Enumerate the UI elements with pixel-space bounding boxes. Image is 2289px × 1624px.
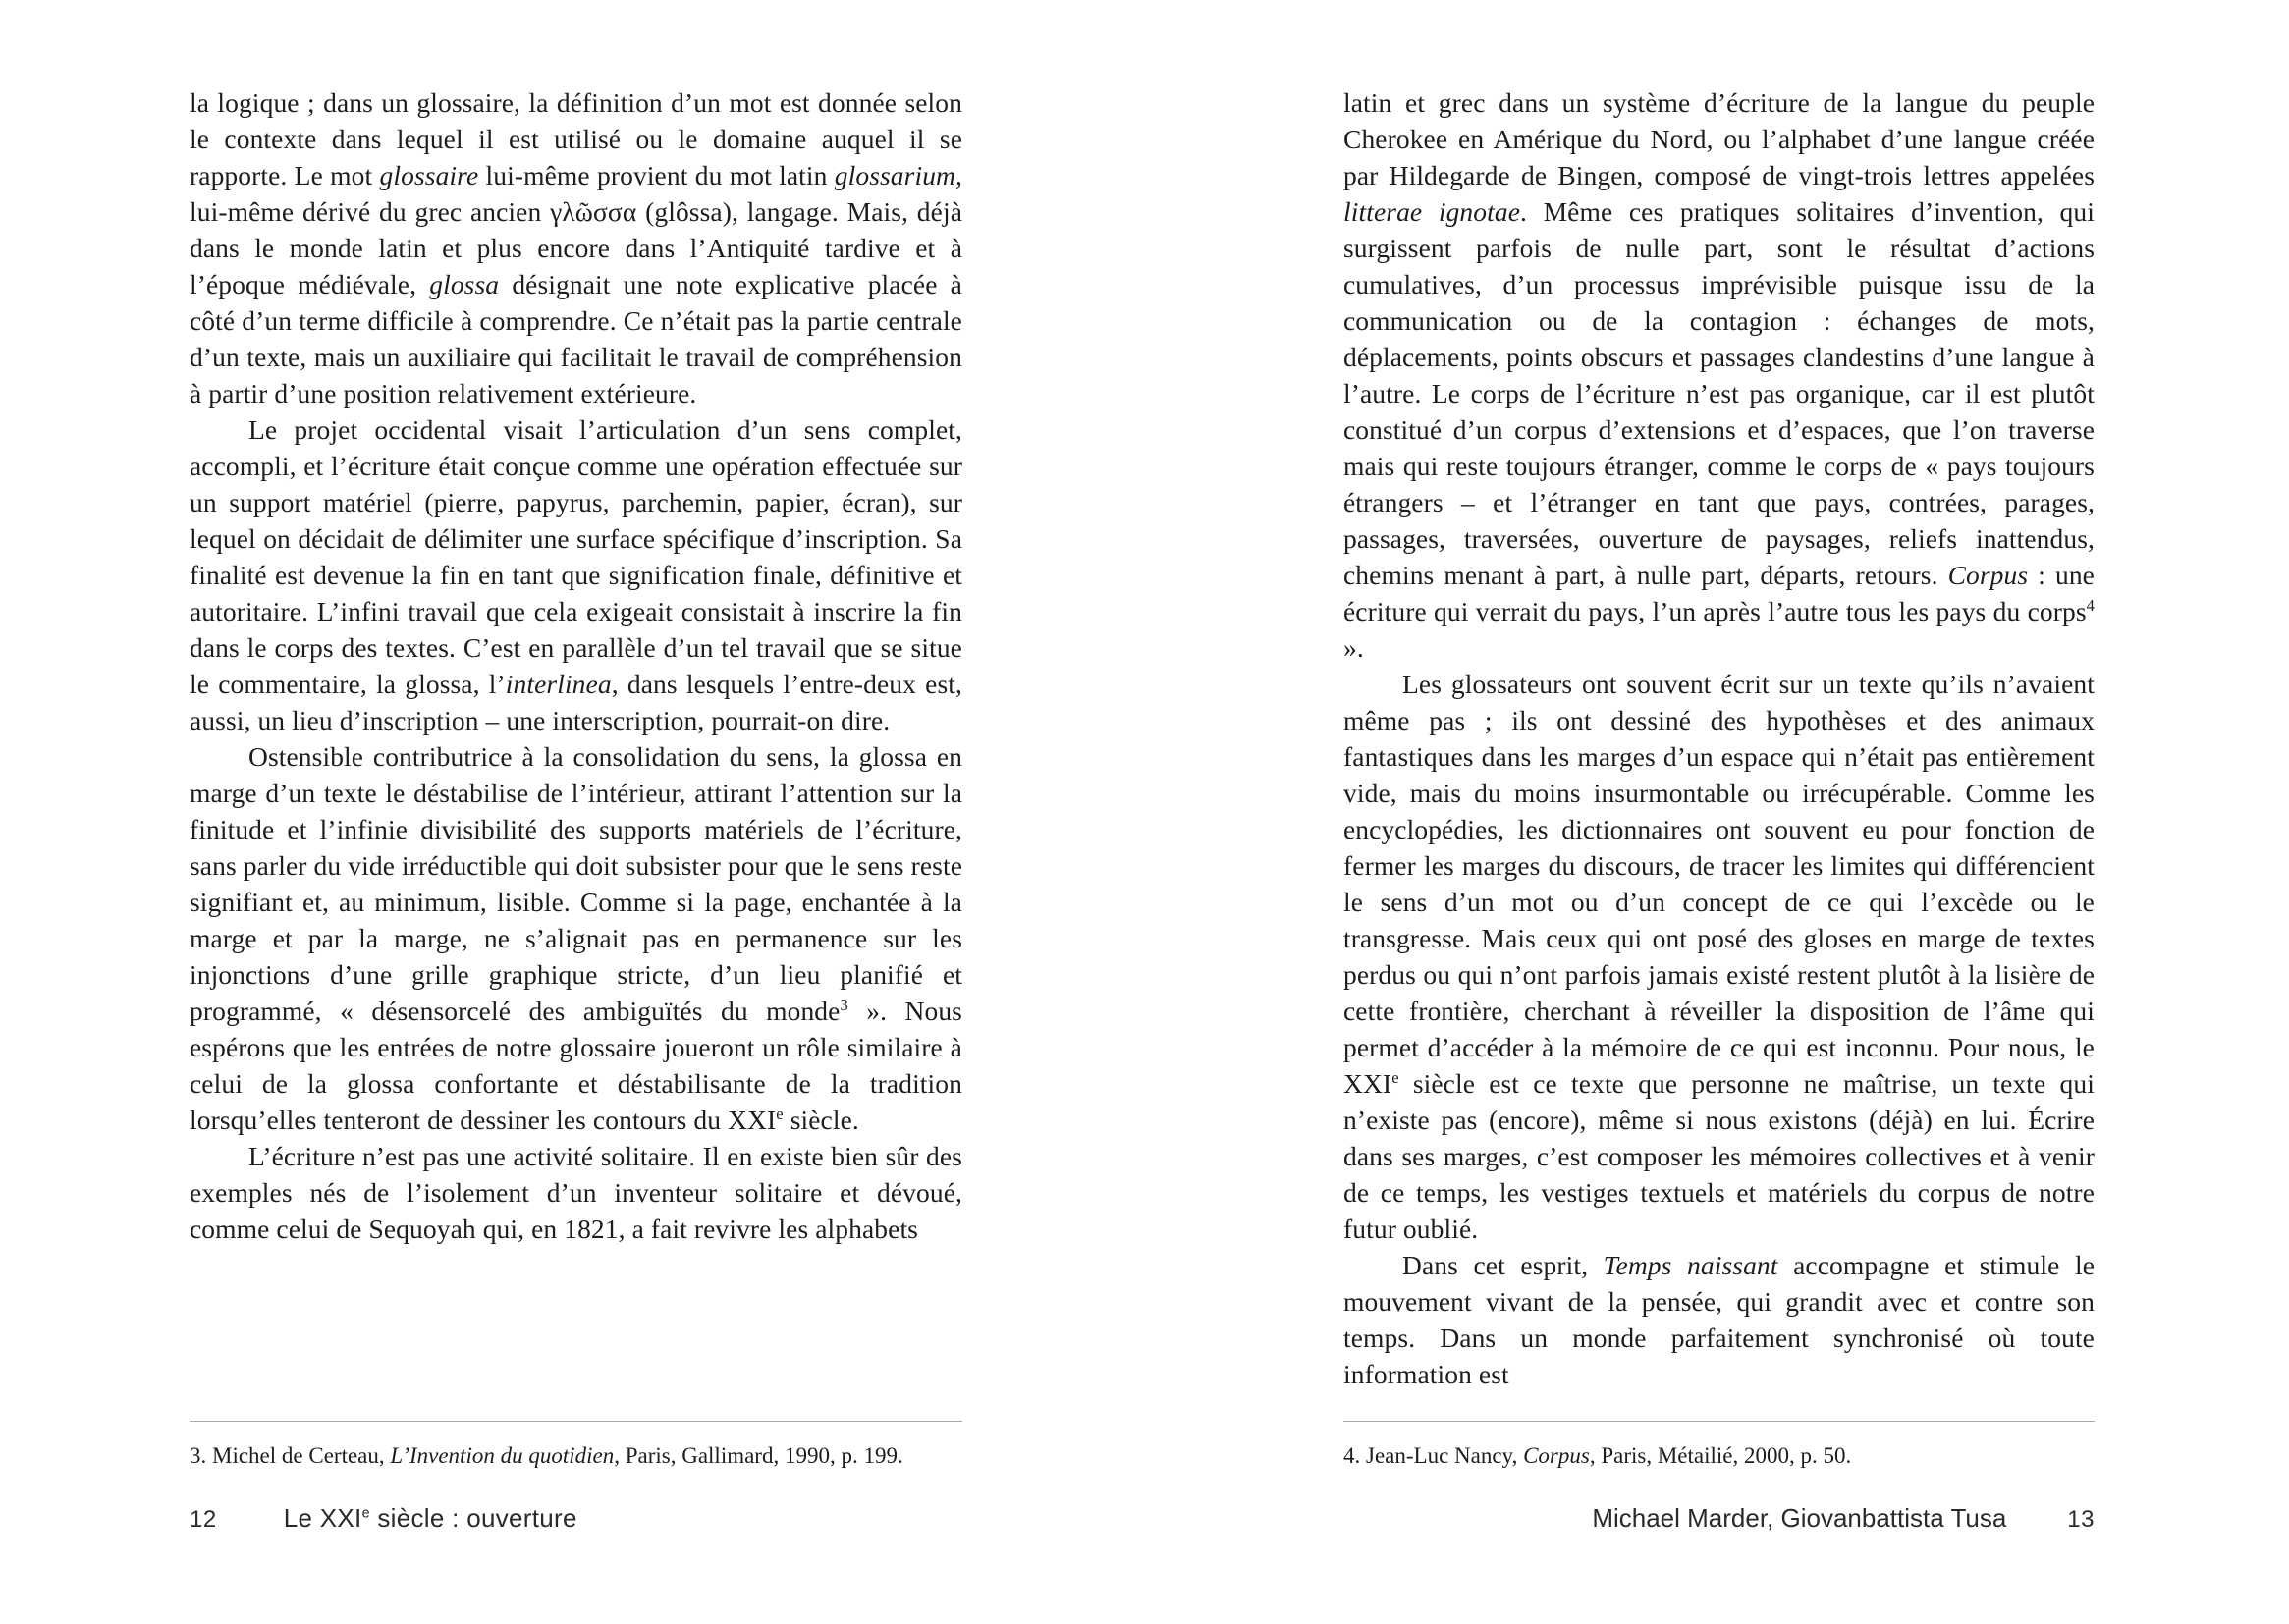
paragraph: latin et grec dans un système d’écriture de la langue du peuple Cherokee en Amérique du Nord, ou l’alphabet d’une langue créée par Hildegarde de Bingen, composé de vingt-trois lettres appelées litterae ignotae. Même ces pratiques solitaires d’invention, qui surgissent parfois de nulle part, sont le résultat d’actions cumulatives, d’un processus imprévisible puisque issu de la communication ou de la contagion : échanges de mots, déplacements, points obscurs et passages clandestins d’une langue à l’autre. Le corps de l’écriture n’est pas organique, car il est plutôt constitué d’un corpus d’extensions et d’espaces, que l’on traverse mais qui reste toujours étranger, comme le corps de « pays toujours étrangers – et l’étranger en tant que pays, contrées, parages, passages, traversées, ouverture de paysages, reliefs inattendus, chemins menant à part, à nulle part, départs, retours. Corpus : une écriture qui verrait du pays, l’un après l’autre tous les pays du corps$^4$ ». [1343,87,2096,663]
paragraph: L’écriture n’est pas une activité solitaire. Il en existe bien sûr des exemples nés de l’isolement d’un inventeur solitaire et dévoué, comme celui de Sequoyah qui, en 1821, a fait revivre les alphabets [190,1141,962,1244]
footnote-right [1343,1421,2095,1471]
paragraph: Les glossateurs ont souvent écrit sur un texte qu’ils n’avaient même pas ; ils ont dessiné des hypothèses et des animaux fantastiques dans les marges d’un espace qui n’était pas entièrement vide, mais du moins insurmontable ou irrécupérable. Comme les encyclopédies, les dictionnaires ont souvent eu pour fonction de fermer les marges du discours, de tracer les limites qui différencient le sens d’un mot ou d’un concept de ce qui l’excède ou le transgresse. Mais ceux qui ont posé des gloses en marge de textes perdus ou qui n’ont parfois jamais existé restent plutôt à la lisière de cette frontière, cherchant à réveiller la disposition de l’âme qui permet d’accéder à la mémoire de ce qui est inconnu. Pour nous, le XXIe siècle est ce texte que personne ne maîtrise, un texte qui n’existe pas (encore), même si nous existons (déjà) en lui. Écrire dans ses marges, c’est composer les mémoires collectives et à venir de ce temps, les vestiges textuels et matériels du corpus de notre futur oublié. [1343,669,2095,1244]
paragraph: la logique ; dans un glossaire, la définition d’un mot est donnée selon le contexte dans lequel il est utilisé ou le domaine auquel il se rapporte. Le mot glossaire lui-même provient du mot latin glossarium, lui-même dérivé du grec ancien γλῶσσα (glôssa), langage. Mais, déjà dans le monde latin et plus encore dans l’Antiquité tardive et à l’époque médiévale, glossa désignait une note explicative placée à côté d’un terme difficile à comprendre. Ce n’était pas la partie centrale d’un texte, mais un auxiliaire qui facilitait le travail de compréhension à partir d’une position relativement extérieure. [190,87,962,408]
page-number-left: 12 [190,1506,217,1533]
page-number-right: 13 [2067,1506,2095,1533]
footnote-rule [190,1421,962,1422]
footnote-text: 3. Michel de Certeau, L’Invention du quotidien, Paris, Gallimard, 1990, p. 199. [190,1443,903,1468]
page-left-body [190,84,962,1247]
footnote-text: 4. Jean-Luc Nancy, Corpus, Paris, Métailié, 2000, p. 50. [1343,1443,1852,1468]
paragraph: Le projet occidental visait l’articulation d’un sens complet, accompli, et l’écriture était conçue comme une opération effectuée sur un support matériel (pierre, papyrus, parchemin, papier, écran), sur lequel on décidait de délimiter une surface spécifique d’inscription. Sa finalité est devenue la fin en tant que signification finale, définitive et autoritaire. L’infini travail que cela exigeait consistait à inscrire la fin dans le corps des textes. C’est en parallèle d’un tel travail que se situe le commentaire, la glossa, l’interlinea, dans lesquels l’entre-deux est, aussi, un lieu d’inscription – une interscription, pourrait-on dire. [190,414,962,735]
running-title: Le XXIe siècle : ouverture [283,1503,577,1533]
footer-right [1343,1503,2095,1534]
page-right-body [1343,84,2095,1392]
footer-left [190,1503,962,1534]
footnote-left [190,1421,962,1471]
footnote-rule [1343,1421,2095,1422]
running-authors: Michael Marder, Giovanbattista Tusa [1592,1503,2007,1533]
paragraph: Ostensible contributrice à la consolidation du sens, la glossa en marge d’un texte le déstabilise de l’intérieur, attirant l’attention sur la finitude et l’infinie divisibilité des supports matériels de l’écriture, sans parler du vide irréductible qui doit subsister pour que le sens reste signifiant et, au minimum, lisible. Comme si la page, enchantée à la marge et par la marge, ne s’alignait pas en permanence sur les injonctions d’une grille graphique stricte, d’un lieu planifié et programmé, « désensorcelé des ambiguïtés du monde$^3$ ». Nous espérons que les entrées de notre glossaire joueront un rôle similaire à celui de la glossa confortante et déstabilisante de la tradition lorsqu’elles tenteront de dessiner les contours du XXIe siècle. [190,741,962,1135]
paragraph: Dans cet esprit, Temps naissant accompagne et stimule le mouvement vivant de la pensée, qui grandit avec et contre son temps. Dans un monde parfaitement synchronisé où toute information est [1343,1250,2096,1389]
